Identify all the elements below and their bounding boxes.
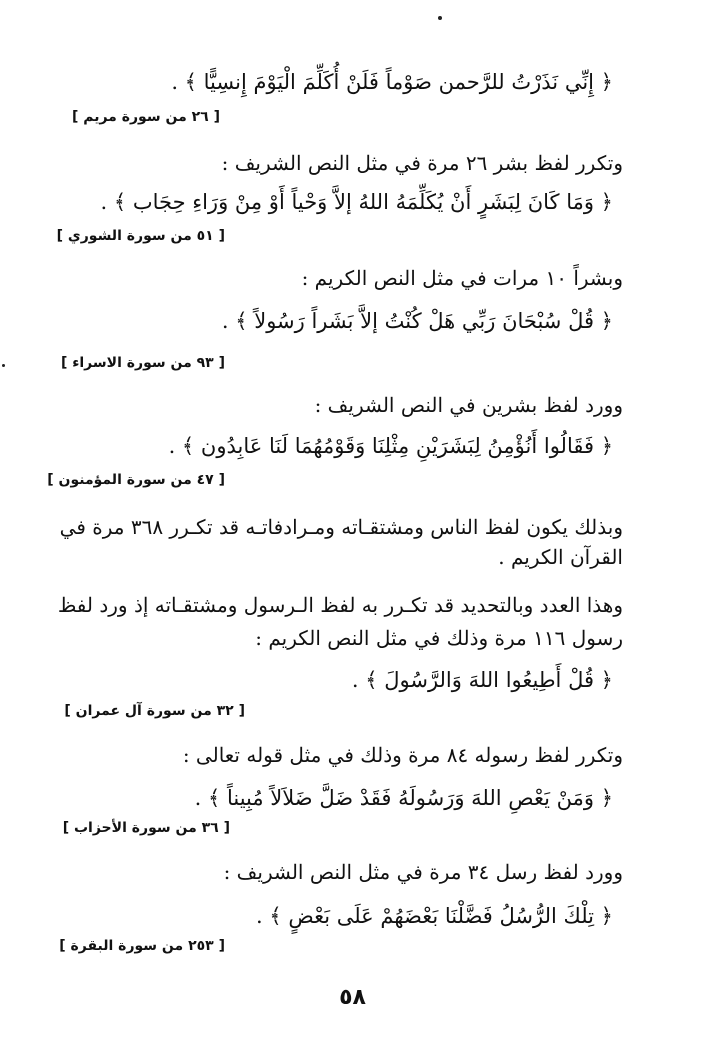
surah-reference: [ ٣٦ من سورة الأحزاب ] — [62, 820, 230, 836]
verse-line: ﴿ قُلْ سُبْحَانَ رَبِّي هَلْ كُنْتُ إلاَّ بَشَراً رَسُولاً ﴾ . — [221, 309, 613, 333]
body-line: وتكرر لفظ بشر ٢٦ مرة في مثل النص الشريف : — [221, 151, 623, 175]
body-line: وتكرر لفظ رسوله ٨٤ مرة وذلك في مثل قوله تعالى : — [182, 743, 623, 767]
verse-line: ﴿ تِلْكَ الرُّسُلُ فَضَّلْنَا بَعْضَهُمْ عَلَى بَعْضٍ ﴾ . — [256, 904, 613, 928]
surah-reference: [ ٢٥٣ من سورة البقرة ] — [59, 938, 225, 954]
body-line: وبشراً ١٠ مرات في مثل النص الكريم : — [301, 266, 623, 290]
body-line: القرآن الكريم . — [498, 545, 623, 569]
surah-reference: [ ٢٦ من سورة مريم ] — [71, 109, 220, 125]
verse-line: ﴿ إِنِّي نَذَرْتُ للرَّحمن صَوْماً فَلَنْ أُكَلِّمَ الْيَوْمَ إِنسِيًّا ﴾ . — [171, 70, 613, 94]
surah-reference: [ ٩٣ من سورة الاسراء ] — [60, 355, 225, 371]
speck-mark — [438, 16, 442, 20]
body-line: وورد لفظ بشرين في النص الشريف : — [314, 393, 623, 417]
speck-mark — [2, 364, 5, 367]
surah-reference: [ ٤٧ من سورة المؤمنون ] — [47, 472, 225, 488]
surah-reference: [ ٥١ من سورة الشوري ] — [56, 228, 225, 244]
verse-line: ﴿ قُلْ أَطِيعُوا اللهَ وَالرَّسُولَ ﴾ . — [351, 668, 613, 692]
verse-line: ﴿ وَمَا كَانَ لِبَشَرٍ أَنْ يُكَلِّمَهُ اللهُ إلاَّ وَحْياً أَوْ مِنْ وَرَاءِ حِجَاب ﴾ . — [100, 190, 613, 214]
verse-line: ﴿ وَمَنْ يَعْصِ اللهَ وَرَسُولَهُ فَقَدْ ضَلَّ ضَلاَلاً مُبِيناً ﴾ . — [194, 786, 613, 810]
surah-reference: [ ٣٢ من سورة آل عمران ] — [64, 703, 245, 719]
body-line: وهذا العدد وبالتحديد قد تكـرر به لفظ الـرسول ومشتقـاته إذ ورد لفظ — [57, 593, 623, 617]
body-line: وورد لفظ رسل ٣٤ مرة في مثل النص الشريف : — [223, 860, 623, 884]
body-line: وبذلك يكون لفظ الناس ومشتقـاته ومـرادفاتـه قد تكـرر ٣٦٨ مرة في — [59, 515, 623, 539]
verse-line: ﴿ فَقَالُوا أَنُؤْمِنُ لِبَشَرَيْنِ مِثْلِنَا وَقَوْمُهُمَا لَنَا عَابِدُون ﴾ . — [168, 434, 613, 458]
body-line: رسول ١١٦ مرة وذلك في مثل النص الكريم : — [255, 626, 623, 650]
page-number: ٥٨ — [339, 985, 366, 1010]
